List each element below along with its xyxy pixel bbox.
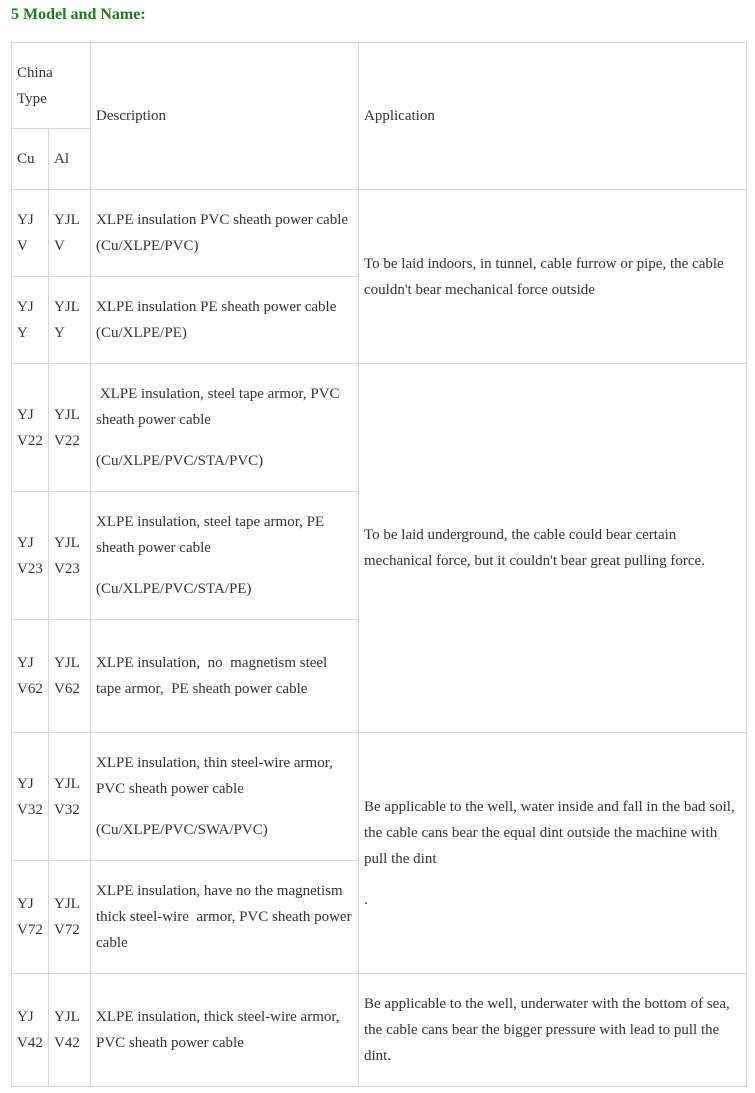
description-header: Description — [91, 43, 359, 190]
cu-model-cell: YJV62 — [12, 620, 49, 733]
al-model-cell: YJLV42 — [49, 974, 91, 1087]
description-text: XLPE insulation PVC sheath power cable (Cu/XLPE/PVC) — [96, 212, 349, 254]
description-cell — [91, 861, 359, 974]
application-cell — [359, 733, 747, 974]
section-heading: 5 Model and Name: — [11, 6, 146, 23]
table-row — [12, 733, 747, 861]
description-code: (Cu/XLPE/PVC/STA/PE) — [96, 581, 252, 597]
china-type-header: China Type — [12, 43, 91, 129]
cu-model-cell: YJV22 — [12, 364, 49, 492]
description-code: (Cu/XLPE/PVC/SWA/PVC) — [96, 822, 268, 838]
table-row — [12, 974, 747, 1087]
cu-header: Cu — [12, 129, 49, 190]
description-text: XLPE insulation, thin steel-wire armor, PVC sheath power cable — [96, 755, 341, 797]
header-row — [12, 43, 747, 129]
cu-model-cell: YJV — [12, 190, 49, 277]
application-cell — [359, 364, 747, 733]
cu-model-cell: YJV42 — [12, 974, 49, 1087]
al-model-cell: YJLV32 — [49, 733, 91, 861]
description-text: XLPE insulation, have no the magnetism thick steel-wire armor, PVC sheath power cable — [96, 883, 356, 951]
table-row — [12, 190, 747, 277]
al-model-cell: YJLV22 — [49, 364, 91, 492]
application-text: Be applicable to the well, underwater with the bottom of sea, the cable cans bear the bigger pressure with lead to pull the dint. — [364, 996, 730, 1064]
al-model-cell: YJLV62 — [49, 620, 91, 733]
description-cell — [91, 733, 359, 861]
al-model-cell: YJLV72 — [49, 861, 91, 974]
model-name-table — [11, 42, 747, 1087]
cu-model-cell: YJV32 — [12, 733, 49, 861]
description-cell — [91, 190, 359, 277]
application-text: To be laid underground, the cable could bear certain mechanical force, but it couldn't bear great pulling force. — [364, 527, 705, 569]
application-cell — [359, 190, 747, 364]
description-text: XLPE insulation, no magnetism steel tape armor, PE sheath power cable — [96, 655, 331, 697]
description-text: XLPE insulation, steel tape armor, PVC sheath power cable — [96, 386, 344, 428]
cu-model-cell: YJV72 — [12, 861, 49, 974]
application-text: . — [364, 891, 368, 908]
application-text: Be applicable to the well, water inside and fall in the bad soil, the cable cans bear the equal dint outside the machine with pull the dint — [364, 798, 735, 867]
description-cell — [91, 492, 359, 620]
application-header: Application — [359, 43, 747, 190]
description-cell — [91, 620, 359, 733]
al-header: Al — [49, 129, 91, 190]
cu-model-cell: YJY — [12, 277, 49, 364]
description-code: (Cu/XLPE/PVC/STA/PVC) — [96, 453, 264, 469]
description-cell — [91, 277, 359, 364]
al-model-cell: YJLY — [49, 277, 91, 364]
description-cell — [91, 364, 359, 492]
al-model-cell: YJLV — [49, 190, 91, 277]
al-model-cell: YJLV23 — [49, 492, 91, 620]
cu-model-cell: YJV23 — [12, 492, 49, 620]
description-text: XLPE insulation PE sheath power cable (Cu/XLPE/PE) — [96, 299, 337, 341]
table-row — [12, 364, 747, 492]
application-text: To be laid indoors, in tunnel, cable furrow or pipe, the cable couldn't bear mechanical force outside — [364, 255, 724, 298]
description-text: XLPE insulation, thick steel-wire armor, PVC sheath power cable — [96, 1009, 348, 1051]
description-text: XLPE insulation, steel tape armor, PE sheath power cable — [96, 514, 325, 556]
application-cell — [359, 974, 747, 1087]
description-cell — [91, 974, 359, 1087]
